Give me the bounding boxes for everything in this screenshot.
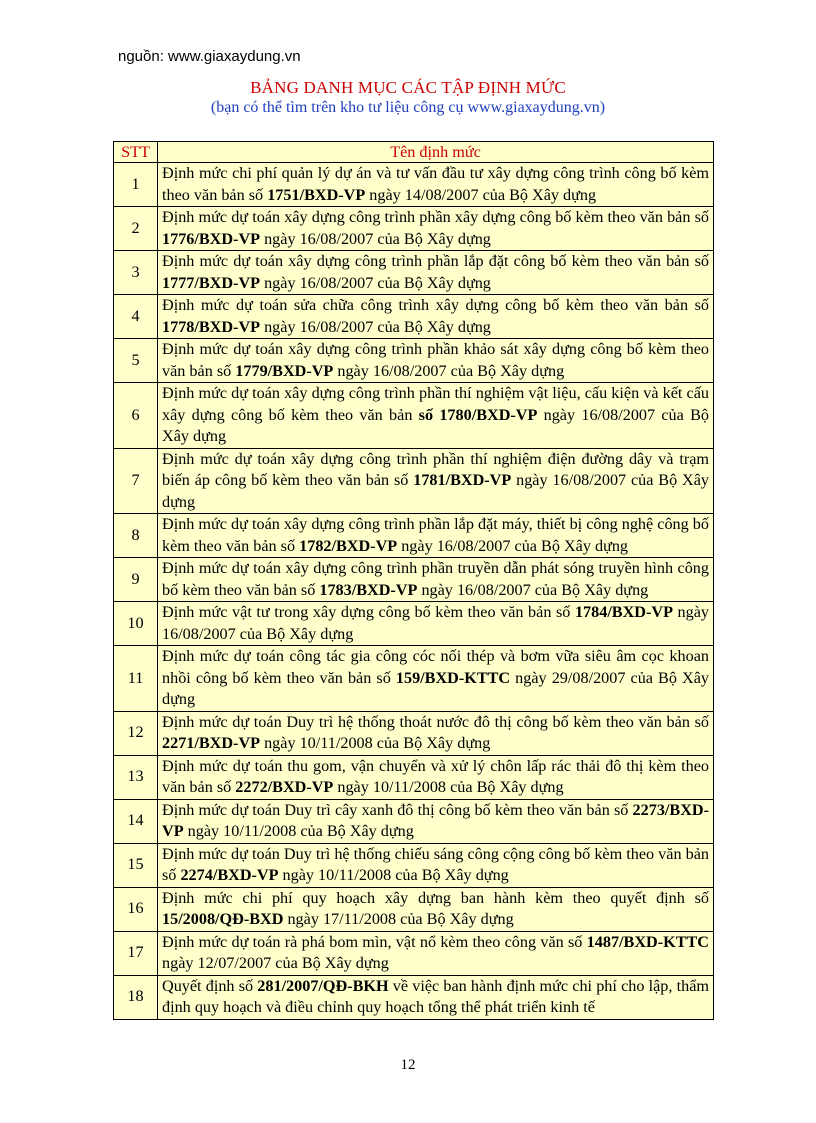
norm-text: Định mức chi phí quản lý dự án và tư vấn đầu tư xây dựng công trình công bố kèm theo văn bản số xyxy=(162,164,709,204)
document-number: 1751/BXD-VP xyxy=(267,185,366,204)
norm-text: Định mức chi phí quy hoạch xây dựng ban hành kèm theo quyết định số xyxy=(162,888,709,907)
header-stt: STT xyxy=(114,142,158,163)
row-norm-name xyxy=(158,711,714,755)
source-note: nguồn: www.giaxaydung.vn xyxy=(118,48,301,65)
table-row xyxy=(114,931,714,975)
document-number: 1777/BXD-VP xyxy=(162,273,261,292)
table-row xyxy=(114,383,714,449)
norm-text: ngày 17/11/2008 của Bộ Xây dựng xyxy=(283,910,514,928)
row-stt: 9 xyxy=(114,558,158,602)
document-number: 2274/BXD-VP xyxy=(180,866,279,884)
table-row xyxy=(114,558,714,602)
table-row xyxy=(114,843,714,887)
row-stt: 11 xyxy=(114,646,158,712)
norm-text: ngày 12/07/2007 của Bộ Xây dựng xyxy=(162,954,389,972)
norm-text: ngày 16/08/2007 của Bộ Xây dựng xyxy=(333,361,565,380)
row-stt: 18 xyxy=(114,975,158,1019)
norm-text: ngày 16/08/2007 của Bộ Xây dựng xyxy=(397,536,629,555)
table-row xyxy=(114,887,714,931)
document-number: 1776/BXD-VP xyxy=(162,229,261,248)
table-row xyxy=(114,602,714,646)
document-number: 159/BXD-KTTC xyxy=(395,668,511,687)
row-stt: 12 xyxy=(114,711,158,755)
norms-table xyxy=(113,141,714,1020)
page-number: 12 xyxy=(400,1057,416,1073)
norm-text: Định mức dự toán xây dựng công trình phần lắp đặt máy, thiết bị công nghệ công bố kèm theo văn bản số xyxy=(162,515,709,555)
norm-text: ngày 10/11/2008 của Bộ Xây dựng xyxy=(183,822,414,840)
document-number: 281/2007/QĐ-BKH xyxy=(257,976,389,995)
norm-text: Định mức dự toán xây dựng công trình phần truyền dẫn phát sóng truyền hình công bố kèm theo văn bản số xyxy=(162,559,709,599)
norm-text: ngày 16/08/2007 của Bộ Xây dựng xyxy=(260,273,491,292)
row-norm-name xyxy=(158,646,714,712)
norm-text: ngày 10/11/2008 của Bộ Xây dựng xyxy=(260,734,491,752)
document-number: 2272/BXD-VP xyxy=(235,778,334,796)
row-norm-name xyxy=(158,975,714,1019)
norm-text: Quyết định số xyxy=(162,976,258,995)
table-row xyxy=(114,646,714,712)
norm-text: Định mức dự toán thu gom, vận chuyển và xử lý chôn lấp rác thải đô thị kèm theo văn bản số xyxy=(162,756,709,796)
table-row xyxy=(114,514,714,558)
table-row xyxy=(114,975,714,1019)
norm-text: Định mức dự toán xây dựng công trình phần xây dựng công bố kèm theo văn bản số xyxy=(162,208,709,226)
norm-text: về việc ban hành định mức chi phí cho lập, thẩm định quy hoạch và điều chỉnh quy hoạch tổng thể phát triển kinh tế xyxy=(162,976,709,1016)
row-norm-name xyxy=(158,755,714,799)
document-number: 2271/BXD-VP xyxy=(162,734,261,752)
row-norm-name xyxy=(158,207,714,251)
row-stt: 3 xyxy=(114,251,158,295)
row-norm-name xyxy=(158,163,714,207)
row-norm-name xyxy=(158,251,714,295)
document-number: 1781/BXD-VP xyxy=(413,471,512,489)
row-stt: 1 xyxy=(114,163,158,207)
norm-text: ngày 16/08/2007 của Bộ Xây dựng xyxy=(162,603,709,643)
table-row xyxy=(114,711,714,755)
norm-text: Định mức dự toán xây dựng công trình phần thí nghiệm điện đường dây và trạm biến áp công bố kèm theo văn bản số xyxy=(162,449,709,489)
row-stt: 15 xyxy=(114,843,158,887)
page-subtitle: (bạn có thể tìm trên kho tư liệu công cụ www.giaxaydung.vn) xyxy=(210,99,606,116)
page-title: BẢNG DANH MỤC CÁC TẬP ĐỊNH MỨC xyxy=(250,78,566,97)
row-stt: 2 xyxy=(114,207,158,251)
norm-text: Định mức dự toán Duy trì hệ thống chiếu sáng công cộng công bố kèm theo văn bản số xyxy=(162,844,709,884)
table-row xyxy=(114,448,714,514)
row-norm-name xyxy=(158,843,714,887)
norm-text: Định mức dự toán xây dựng công trình phần lắp đặt công bố kèm theo văn bản số xyxy=(162,252,709,270)
table-row xyxy=(114,207,714,251)
norm-text: ngày 14/08/2007 của Bộ Xây dựng xyxy=(365,185,597,204)
table-row xyxy=(114,251,714,295)
norm-text: Định mức vật tư trong xây dựng công bố kèm theo văn bản số xyxy=(162,603,575,621)
document-number: 1487/BXD-KTTC xyxy=(586,932,709,951)
document-number: số 1780/BXD-VP xyxy=(418,405,538,424)
row-norm-name xyxy=(158,295,714,339)
document-number: 1779/BXD-VP xyxy=(235,361,334,380)
document-number: 1783/BXD-VP xyxy=(319,580,418,599)
row-stt: 6 xyxy=(114,383,158,449)
norm-text: ngày 10/11/2008 của Bộ Xây dựng xyxy=(333,778,564,796)
norm-text: Định mức dự toán Duy trì cây xanh đô thị công bố kèm theo văn bản số xyxy=(162,800,633,819)
row-stt: 14 xyxy=(114,799,158,843)
norm-text: ngày 10/11/2008 của Bộ Xây dựng xyxy=(278,866,509,884)
row-stt: 13 xyxy=(114,755,158,799)
table-header-row xyxy=(114,142,714,163)
document-number: 15/2008/QĐ-BXD xyxy=(162,910,284,928)
row-norm-name xyxy=(158,448,714,514)
document-number: 1784/BXD-VP xyxy=(574,603,673,621)
row-stt: 16 xyxy=(114,887,158,931)
row-norm-name xyxy=(158,339,714,383)
norm-text: ngày 16/08/2007 của Bộ Xây dựng xyxy=(162,405,709,445)
table-row xyxy=(114,799,714,843)
norm-text: ngày 16/08/2007 của Bộ Xây dựng xyxy=(260,317,491,336)
row-stt: 5 xyxy=(114,339,158,383)
row-stt: 8 xyxy=(114,514,158,558)
row-stt: 17 xyxy=(114,931,158,975)
norm-text: ngày 16/08/2007 của Bộ Xây dựng xyxy=(260,229,491,248)
row-stt: 4 xyxy=(114,295,158,339)
row-norm-name xyxy=(158,558,714,602)
header-name: Tên định mức xyxy=(158,142,714,163)
norm-text: ngày 29/08/2007 của Bộ Xây dựng xyxy=(162,668,709,708)
row-norm-name xyxy=(158,931,714,975)
row-stt: 10 xyxy=(114,602,158,646)
row-norm-name xyxy=(158,602,714,646)
row-norm-name xyxy=(158,887,714,931)
table-row xyxy=(114,163,714,207)
norm-text: ngày 16/08/2007 của Bộ Xây dựng xyxy=(417,580,649,599)
document-number: 2273/BXD-VP xyxy=(162,800,709,840)
table-row xyxy=(114,295,714,339)
row-norm-name xyxy=(158,514,714,558)
document-number: 1782/BXD-VP xyxy=(299,536,398,555)
row-norm-name xyxy=(158,383,714,449)
norm-text: Định mức dự toán xây dựng công trình phần thí nghiệm vật liệu, cấu kiện và kết cấu xây dựng công bố kèm theo văn bản xyxy=(162,384,709,424)
row-stt: 7 xyxy=(114,448,158,514)
norm-text: ngày 16/08/2007 của Bộ Xây dựng xyxy=(162,471,709,511)
norm-text: Định mức dự toán rà phá bom mìn, vật nổ kèm theo công văn số xyxy=(162,932,587,951)
table-body xyxy=(114,163,714,1020)
table-row xyxy=(114,755,714,799)
norm-text: Định mức dự toán sửa chữa công trình xây dựng công bố kèm theo văn bản số xyxy=(162,296,709,314)
norm-text: Định mức dự toán xây dựng công trình phần khảo sát xây dựng công bố kèm theo văn bản số xyxy=(162,340,709,380)
table-row xyxy=(114,339,714,383)
norm-text: Định mức dự toán công tác gia công cóc nối thép và bơm vữa siêu âm cọc khoan nhồi công bố kèm theo văn bản số xyxy=(162,647,709,687)
document-number: 1778/BXD-VP xyxy=(162,317,261,336)
row-norm-name xyxy=(158,799,714,843)
norm-text: Định mức dự toán Duy trì hệ thống thoát nước đô thị công bố kèm theo văn bản số xyxy=(162,712,709,731)
